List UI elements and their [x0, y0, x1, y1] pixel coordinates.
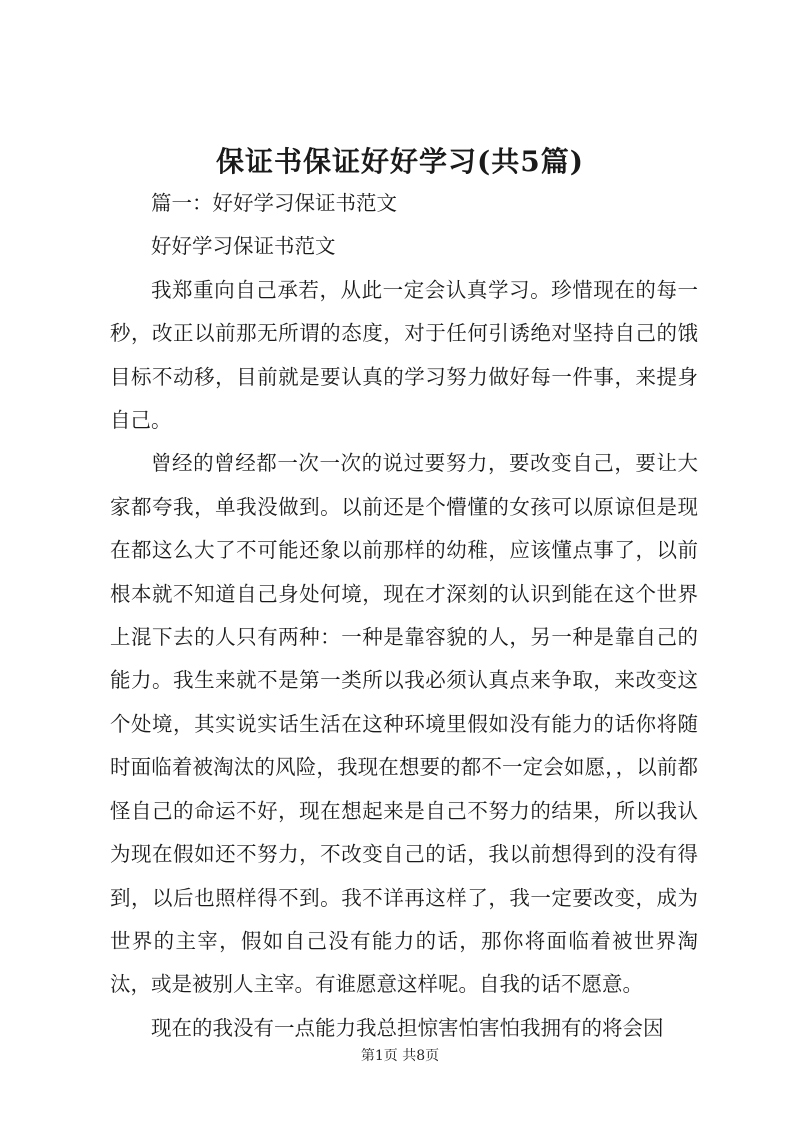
body-paragraph: 我郑重向自己承若，从此一定会认真学习。珍惜现在的每一秒，改正以前那无所谓的态度，对于任何引诱绝对坚持自己的饿目标不动移，目前就是要认真的学习努力做好每一件事，来提身自己。 — [110, 277, 698, 433]
body-paragraph: 现在的我没有一点能力我总担惊害怕害怕我拥有的将会因 — [151, 1015, 664, 1040]
subsection-heading: 好好学习保证书范文 — [151, 234, 336, 259]
page-number-footer: 第1页 共8页 — [360, 1048, 440, 1064]
document-body — [110, 182, 698, 1050]
section-heading: 篇一：好好学习保证书范文 — [151, 191, 397, 215]
body-paragraph: 曾经的曾经都一次一次的说过要努力，要改变自己，要让大家都夸我，单我没做到。以前还是个懵懂的女孩可以原谅但是现在都这么大了不可能还象以前那样的幼稚，应该懂点事了，以前根本就不知道自己身处何境，现在才深刻的认识到能在这个世界上混下去的人只有两种：一种是靠容貌的人，另一种是靠自己的能力。我生来就不是第一类所以我必须认真点来争取，来改变这个处境，其实说实话生活在这种环境里假如没有能力的话你将随时面临着被淘汰的风险，我现在想要的都不一定会如愿，，以前都怪自己的命运不好，现在想起来是自己不努力的结果，所以我认为现在假如还不努力，不改变自己的话，我以前想得到的没有得到，以后也照样得不到。我不详再这样了，我一定要改变，成为世界的主宰，假如自己没有能力的话，那你将面临着被世界淘汰，或是被别人主宰。有谁愿意这样呢。自我的话不愿意。 — [110, 451, 698, 997]
document-title: 保证书保证好好学习(共5篇) — [216, 145, 584, 178]
